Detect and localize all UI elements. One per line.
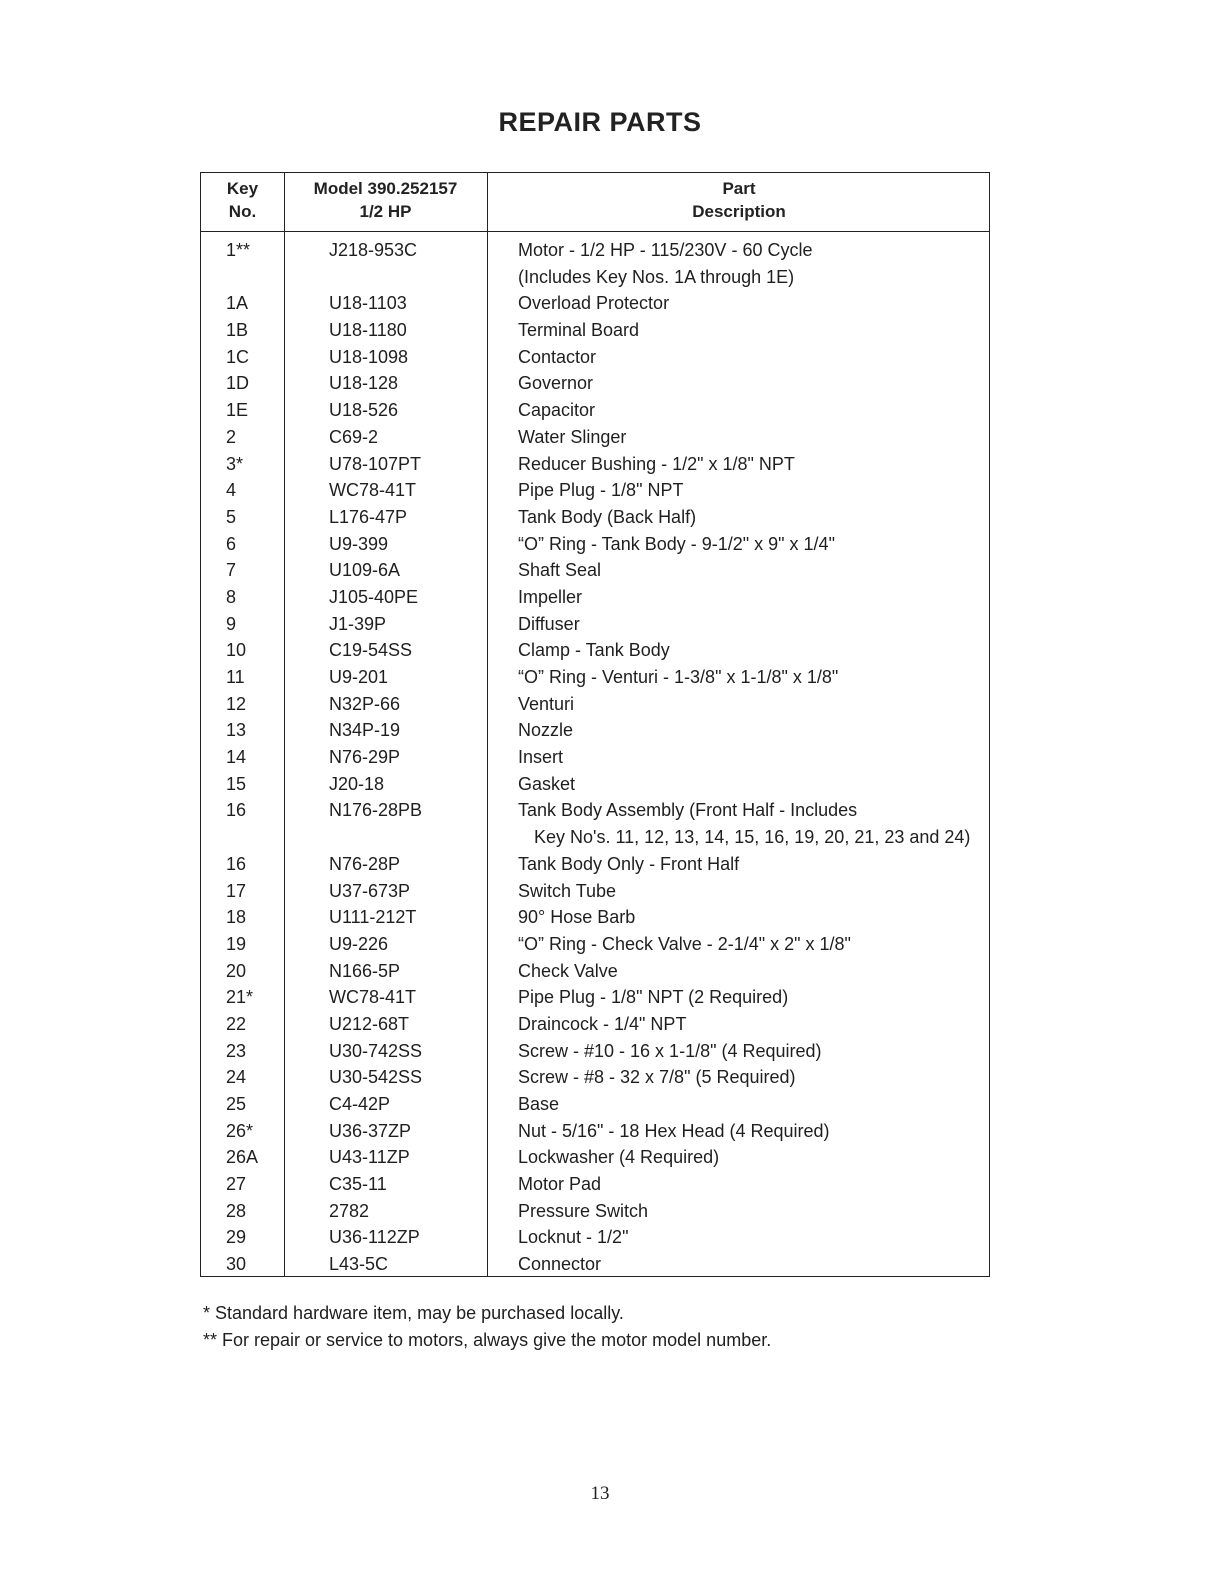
description-cell <box>518 1064 796 1091</box>
table-row <box>201 851 989 878</box>
description-text: Pipe Plug - 1/8" NPT (2 Required) <box>518 987 789 1008</box>
description-text: “O” Ring - Tank Body - 9-1/2" x 9" x 1/4" <box>518 533 835 554</box>
key-no-cell: 16 <box>226 800 247 821</box>
table-row <box>201 771 989 798</box>
model-number-cell: J1-39P <box>329 613 387 634</box>
key-no-cell: 6 <box>226 533 237 554</box>
table-row <box>201 1011 989 1038</box>
table-row <box>201 557 989 584</box>
table-row <box>201 797 989 850</box>
description-text: Impeller <box>518 586 583 607</box>
description-cell <box>518 1198 648 1225</box>
model-number-cell: J105-40PE <box>329 586 419 607</box>
key-no-cell: 29 <box>226 1227 247 1248</box>
table-row <box>201 958 989 985</box>
footnote-motor-model: ** For repair or service to motors, always give the motor model number. <box>203 1330 772 1350</box>
description-cell <box>518 531 835 558</box>
model-number-cell: L43-5C <box>329 1254 389 1275</box>
description-text: “O” Ring - Check Valve - 2-1/4" x 2" x 1/8" <box>518 933 851 954</box>
description-cell <box>518 984 788 1011</box>
description-cell <box>518 931 851 958</box>
table-row <box>201 664 989 691</box>
key-no-cell: 5 <box>226 506 237 527</box>
page-number: 13 <box>590 1483 610 1504</box>
description-text: 90° Hose Barb <box>518 907 636 928</box>
model-number-cell: U9-226 <box>329 933 389 954</box>
key-no-cell: 1E <box>226 400 249 421</box>
header-model-line2: 1/2 HP <box>359 202 412 221</box>
description-text: Insert <box>518 747 564 768</box>
description-text: Locknut - 1/2" <box>518 1227 629 1248</box>
table-row <box>201 451 989 478</box>
description-text: Water Slinger <box>518 426 627 447</box>
table-row <box>201 237 989 290</box>
description-cell <box>518 237 812 290</box>
key-no-cell: 24 <box>226 1067 247 1088</box>
key-no-cell: 23 <box>226 1040 247 1061</box>
header-divider <box>201 231 989 232</box>
key-no-cell: 22 <box>226 1013 247 1034</box>
description-cell <box>518 611 580 638</box>
description-text: Tank Body Assembly (Front Half - Includes <box>518 800 858 821</box>
key-no-cell: 12 <box>226 693 247 714</box>
description-text: Tank Body (Back Half) <box>518 506 697 527</box>
table-row <box>201 1144 989 1171</box>
description-cell <box>518 370 593 397</box>
header-model-line1: Model 390.252157 <box>313 179 458 198</box>
header-key-no <box>201 177 284 223</box>
description-cell <box>518 664 838 691</box>
table-row <box>201 1251 989 1278</box>
description-cell <box>518 797 970 850</box>
description-text: Venturi <box>518 693 575 714</box>
key-no-cell: 19 <box>226 933 247 954</box>
key-no-cell: 1B <box>226 320 249 341</box>
model-number-cell: U212-68T <box>329 1013 410 1034</box>
key-no-cell: 26* <box>226 1120 254 1141</box>
model-number-cell: U9-201 <box>329 667 389 688</box>
model-number-cell: J218-953C <box>329 240 418 260</box>
model-number-cell: L176-47P <box>329 506 408 527</box>
page-title: REPAIR PARTS <box>498 107 702 137</box>
key-no-cell: 30 <box>226 1254 247 1275</box>
key-no-cell: 1** <box>226 240 251 260</box>
footnote-standard-hardware: * Standard hardware item, may be purchased locally. <box>203 1303 624 1323</box>
model-number-cell: C19-54SS <box>329 640 413 661</box>
description-cell <box>518 557 601 584</box>
description-cell <box>518 958 618 985</box>
header-desc-line1: Part <box>722 179 756 198</box>
description-text: Shaft Seal <box>518 560 602 581</box>
key-no-cell: 11 <box>226 667 245 688</box>
table-row <box>201 1118 989 1145</box>
description-cell <box>518 397 595 424</box>
model-number-cell: J20-18 <box>329 773 385 794</box>
table-row <box>201 904 989 931</box>
model-number-cell: U37-673P <box>329 880 411 901</box>
key-no-cell: 20 <box>226 960 247 981</box>
model-number-cell: N32P-66 <box>329 693 401 714</box>
description-text: Draincock - 1/4" NPT <box>518 1013 687 1034</box>
table-row <box>201 290 989 317</box>
description-cell <box>518 851 739 878</box>
table-row <box>201 1198 989 1225</box>
description-cell <box>518 1038 822 1065</box>
description-continuation: Key No's. 11, 12, 13, 14, 15, 16, 19, 20, 21, 23 and 24) <box>534 827 971 848</box>
table-row <box>201 691 989 718</box>
table-row <box>201 1171 989 1198</box>
description-cell <box>518 637 670 664</box>
table-row <box>201 370 989 397</box>
key-no-cell: 1D <box>226 373 250 394</box>
model-number-cell: C35-11 <box>329 1174 387 1195</box>
description-cell <box>518 317 639 344</box>
model-number-cell: U78-107PT <box>329 453 422 474</box>
description-text: Base <box>518 1094 560 1115</box>
table-row <box>201 1064 989 1091</box>
key-no-cell: 14 <box>226 747 247 768</box>
key-no-cell: 1A <box>226 293 249 314</box>
description-text: Capacitor <box>518 400 596 421</box>
key-no-cell: 9 <box>226 613 237 634</box>
model-number-cell: U30-742SS <box>329 1040 423 1061</box>
model-number-cell: N76-29P <box>329 747 401 768</box>
header-key-line2: No. <box>228 202 257 221</box>
model-number-cell: C69-2 <box>329 426 379 447</box>
description-text: Lockwasher (4 Required) <box>518 1147 720 1168</box>
header-desc-line2: Description <box>692 202 786 221</box>
table-row <box>201 424 989 451</box>
model-number-cell: U18-1103 <box>329 293 407 314</box>
description-cell <box>518 878 616 905</box>
model-number-cell: U18-1098 <box>329 346 409 367</box>
table-row <box>201 717 989 744</box>
description-text: Pipe Plug - 1/8" NPT <box>518 480 684 501</box>
description-cell <box>518 451 795 478</box>
description-text: Nut - 5/16" - 18 Hex Head (4 Required) <box>518 1120 830 1141</box>
model-number-cell: 2782 <box>329 1200 370 1221</box>
description-text: Check Valve <box>518 960 618 981</box>
model-number-cell: U43-11ZP <box>329 1147 410 1168</box>
table-row <box>201 344 989 371</box>
description-text: Tank Body Only - Front Half <box>518 853 740 874</box>
model-number-cell: U111-212T <box>329 907 417 928</box>
description-cell <box>518 744 563 771</box>
model-number-cell: C4-42P <box>329 1094 391 1115</box>
key-no-cell: 17 <box>226 880 247 901</box>
table-row <box>201 584 989 611</box>
header-model <box>284 177 487 223</box>
model-number-cell: U18-128 <box>329 373 399 394</box>
description-cell <box>518 1171 601 1198</box>
description-cell <box>518 1118 830 1145</box>
description-text: Overload Protector <box>518 293 670 314</box>
description-cell <box>518 344 596 371</box>
table-row <box>201 531 989 558</box>
table-row <box>201 878 989 905</box>
model-number-cell: U36-112ZP <box>329 1227 420 1248</box>
description-text: Governor <box>518 373 594 394</box>
key-no-cell: 16 <box>226 853 247 874</box>
description-cell <box>518 904 635 931</box>
model-number-cell: WC78-41T <box>329 987 417 1008</box>
model-number-cell: U18-1180 <box>329 320 407 341</box>
description-cell <box>518 1091 559 1118</box>
key-no-cell: 27 <box>226 1174 247 1195</box>
key-no-cell: 1C <box>226 346 250 367</box>
model-number-cell: WC78-41T <box>329 480 417 501</box>
table-row <box>201 931 989 958</box>
table-row <box>201 317 989 344</box>
key-no-cell: 2 <box>226 426 237 447</box>
key-no-cell: 7 <box>226 560 237 581</box>
table-row <box>201 637 989 664</box>
key-no-cell: 15 <box>226 773 247 794</box>
description-cell <box>518 1251 601 1278</box>
model-number-cell: N176-28PB <box>329 800 423 821</box>
table-body <box>201 237 989 1278</box>
description-text: Terminal Board <box>518 320 640 341</box>
key-no-cell: 10 <box>226 640 247 661</box>
repair-parts-table <box>200 172 990 1277</box>
description-cell <box>518 1144 719 1171</box>
description-text: Screw - #10 - 16 x 1-1/8" (4 Required) <box>518 1040 822 1061</box>
table-row <box>201 611 989 638</box>
key-no-cell: 13 <box>226 720 247 741</box>
description-text: Motor Pad <box>518 1174 602 1195</box>
footnotes <box>203 1300 771 1354</box>
model-number-cell: N166-5P <box>329 960 401 981</box>
model-number-cell: U109-6A <box>329 560 401 581</box>
model-number-cell: N34P-19 <box>329 720 401 741</box>
model-number-cell: U18-526 <box>329 400 399 421</box>
table-row <box>201 397 989 424</box>
table-row <box>201 477 989 504</box>
key-no-cell: 4 <box>226 480 237 501</box>
description-text: Nozzle <box>518 720 574 741</box>
description-cell <box>518 717 573 744</box>
model-number-cell: U30-542SS <box>329 1067 423 1088</box>
description-cell <box>518 584 582 611</box>
description-text: Switch Tube <box>518 880 617 901</box>
key-no-cell: 3* <box>226 453 244 474</box>
description-text: Reducer Bushing - 1/2" x 1/8" NPT <box>518 453 795 474</box>
table-row <box>201 984 989 1011</box>
description-cell <box>518 477 683 504</box>
description-cell <box>518 504 696 531</box>
table-row <box>201 504 989 531</box>
key-no-cell: 8 <box>226 586 237 607</box>
description-cell <box>518 290 669 317</box>
description-cell <box>518 1224 628 1251</box>
description-cell <box>518 691 574 718</box>
description-cell <box>518 771 575 798</box>
description-cell <box>518 424 626 451</box>
key-no-cell: 25 <box>226 1094 247 1115</box>
model-number-cell: U36-37ZP <box>329 1120 412 1141</box>
table-row <box>201 1038 989 1065</box>
model-number-cell: U9-399 <box>329 533 389 554</box>
key-no-cell: 21* <box>226 987 254 1008</box>
table-row <box>201 744 989 771</box>
header-part-description <box>487 177 991 223</box>
key-no-cell: 26A <box>226 1147 259 1168</box>
description-text: “O” Ring - Venturi - 1-3/8" x 1-1/8" x 1/8" <box>518 667 839 688</box>
model-number-cell: N76-28P <box>329 853 401 874</box>
description-text: Connector <box>518 1254 602 1275</box>
description-text: Motor - 1/2 HP - 115/230V - 60 Cycle <box>518 240 813 260</box>
header-key-line1: Key <box>226 179 259 198</box>
description-text: Clamp - Tank Body <box>518 640 670 661</box>
description-continuation: (Includes Key Nos. 1A through 1E) <box>518 266 795 287</box>
key-no-cell: 28 <box>226 1200 247 1221</box>
key-no-cell: 18 <box>226 907 247 928</box>
description-text: Contactor <box>518 346 597 367</box>
table-row <box>201 1091 989 1118</box>
description-text: Gasket <box>518 773 576 794</box>
description-text: Diffuser <box>518 613 580 634</box>
description-text: Screw - #8 - 32 x 7/8" (5 Required) <box>518 1067 796 1088</box>
description-cell <box>518 1011 686 1038</box>
description-text: Pressure Switch <box>518 1200 649 1221</box>
table-row <box>201 1224 989 1251</box>
